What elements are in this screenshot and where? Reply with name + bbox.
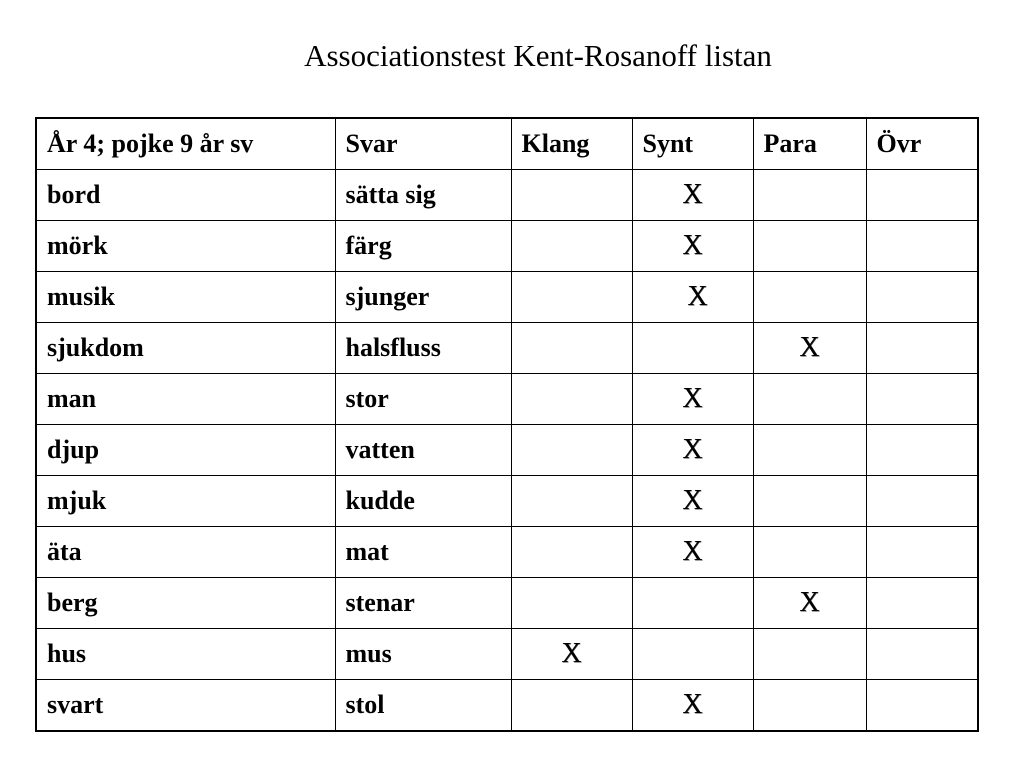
- cell-stimulus: bord: [36, 170, 335, 221]
- cell-ovr: [866, 374, 978, 425]
- cell-stimulus: mjuk: [36, 476, 335, 527]
- table-row: [36, 425, 978, 476]
- header-klang: Klang: [511, 118, 632, 170]
- cell-ovr: [866, 680, 978, 732]
- table-row: [36, 680, 978, 732]
- cell-synt: [632, 578, 753, 629]
- cell-synt: X: [632, 374, 753, 425]
- cell-stimulus: hus: [36, 629, 335, 680]
- cell-synt: X: [632, 272, 753, 323]
- table-row: [36, 578, 978, 629]
- cell-svar: stenar: [335, 578, 511, 629]
- cell-synt: X: [632, 221, 753, 272]
- cell-synt: [632, 323, 753, 374]
- cell-stimulus: musik: [36, 272, 335, 323]
- cell-para: [753, 527, 866, 578]
- cell-para: [753, 272, 866, 323]
- cell-svar: sätta sig: [335, 170, 511, 221]
- table-row: [36, 374, 978, 425]
- cell-klang: [511, 374, 632, 425]
- cell-stimulus: sjukdom: [36, 323, 335, 374]
- cell-stimulus: djup: [36, 425, 335, 476]
- cell-klang: [511, 272, 632, 323]
- cell-para: X: [753, 578, 866, 629]
- table-row: [36, 221, 978, 272]
- cell-svar: mat: [335, 527, 511, 578]
- cell-synt: X: [632, 425, 753, 476]
- cell-klang: [511, 578, 632, 629]
- cell-para: [753, 221, 866, 272]
- table-row: [36, 476, 978, 527]
- cell-klang: [511, 476, 632, 527]
- cell-para: [753, 476, 866, 527]
- cell-stimulus: svart: [36, 680, 335, 732]
- table-row: [36, 170, 978, 221]
- cell-svar: stor: [335, 374, 511, 425]
- header-svar: Svar: [335, 118, 511, 170]
- cell-ovr: [866, 476, 978, 527]
- cell-para: [753, 629, 866, 680]
- cell-svar: vatten: [335, 425, 511, 476]
- cell-svar: mus: [335, 629, 511, 680]
- cell-ovr: [866, 221, 978, 272]
- cell-klang: [511, 323, 632, 374]
- table-header-row: [36, 118, 978, 170]
- cell-para: [753, 374, 866, 425]
- cell-para: [753, 170, 866, 221]
- cell-svar: stol: [335, 680, 511, 732]
- cell-svar: sjunger: [335, 272, 511, 323]
- cell-klang: [511, 527, 632, 578]
- cell-para: X: [753, 323, 866, 374]
- cell-svar: halsfluss: [335, 323, 511, 374]
- cell-klang: [511, 170, 632, 221]
- cell-para: [753, 680, 866, 732]
- cell-stimulus: äta: [36, 527, 335, 578]
- cell-synt: X: [632, 680, 753, 732]
- cell-stimulus: berg: [36, 578, 335, 629]
- table-body: [36, 170, 978, 732]
- cell-ovr: [866, 578, 978, 629]
- cell-klang: X: [511, 629, 632, 680]
- table-row: [36, 272, 978, 323]
- cell-stimulus: man: [36, 374, 335, 425]
- association-table: [35, 117, 979, 732]
- cell-synt: X: [632, 476, 753, 527]
- cell-ovr: [866, 170, 978, 221]
- cell-ovr: [866, 425, 978, 476]
- cell-ovr: [866, 629, 978, 680]
- table-row: [36, 527, 978, 578]
- cell-ovr: [866, 527, 978, 578]
- page-title: Associationstest Kent-Rosanoff listan: [304, 38, 772, 73]
- table-row: [36, 323, 978, 374]
- cell-svar: färg: [335, 221, 511, 272]
- cell-stimulus: mörk: [36, 221, 335, 272]
- cell-synt: X: [632, 170, 753, 221]
- table-row: [36, 629, 978, 680]
- header-para: Para: [753, 118, 866, 170]
- header-synt: Synt: [632, 118, 753, 170]
- cell-para: [753, 425, 866, 476]
- header-ovr: Övr: [866, 118, 978, 170]
- cell-klang: [511, 425, 632, 476]
- cell-svar: kudde: [335, 476, 511, 527]
- cell-synt: [632, 629, 753, 680]
- cell-synt: X: [632, 527, 753, 578]
- cell-ovr: [866, 272, 978, 323]
- cell-ovr: [866, 323, 978, 374]
- cell-klang: [511, 221, 632, 272]
- header-stimulus: År 4; pojke 9 år sv: [36, 118, 335, 170]
- cell-klang: [511, 680, 632, 732]
